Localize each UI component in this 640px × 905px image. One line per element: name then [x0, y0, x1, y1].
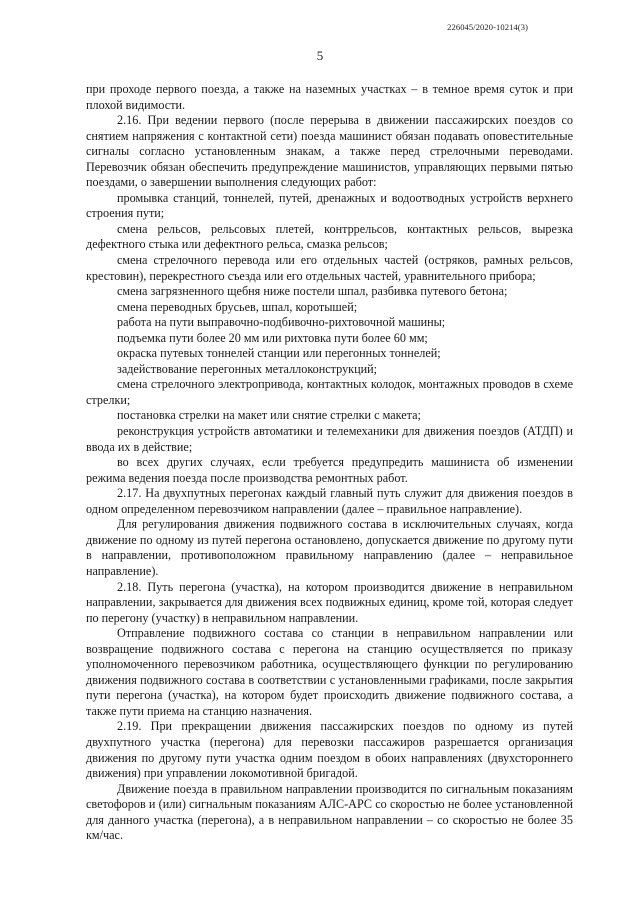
paragraph-2-16: 2.16. При ведении первого (после перерыва в движении пассажирских поездов со снятием напряжения с контактной сети) поезда машинист обязан подавать оповестительные сигналы согласно установленным знакам, а также перед стрелочными переводами. Перевозчик обязан обеспечить предупреждение машинистов, управляющих первыми пятью поездами, о завершении выполнения следующих работ: — [86, 113, 573, 190]
paragraph-continuation: при проходе первого поезда, а также на наземных участках – в темное время суток и при плохой видимости. — [86, 82, 573, 112]
list-item: постановка стрелки на макет или снятие стрелки с макета; — [117, 408, 421, 423]
page-number: 5 — [316, 48, 324, 63]
paragraph-2-17: 2.17. На двухпутных перегонах каждый главный путь служит для движения поездов в одном определенном перевозчиком направлении (далее – правильное направление). — [86, 486, 573, 516]
paragraph: Отправление подвижного состава со станции в неправильном направлении или возвращение подвижного состава с перегона на станцию осуществляется по приказу уполномоченного перевозчиком работника, осуществляющего функции по регулированию движения подвижного состава в соответствии с установленными графиками, после закрытия пути перегона (участка), на котором будет происходить движение подвижного состава, а также пути приема на станцию назначения. — [86, 626, 573, 718]
list-item: во всех других случаях, если требуется предупредить машиниста об изменении режима ведения поезда после производства ремонтных работ. — [86, 455, 573, 485]
list-item: смена загрязненного щебня ниже постели шпал, разбивка путевого бетона; — [117, 284, 508, 299]
list-item: подъемка пути более 20 мм или рихтовка пути более 60 мм; — [117, 330, 428, 345]
list-item: реконструкция устройств автоматики и телемеханики для движения поездов (АТДП) и ввода их в действие; — [86, 424, 573, 454]
list-item: задействование перегонных металлоконструкций; — [117, 361, 378, 376]
list-item: смена стрелочного перевода или его отдельных частей (остряков, рамных рельсов, крестовин), перекрестного съезда или его отдельных частей, уравнительного прибора; — [86, 253, 573, 283]
list-item: промывка станций, тоннелей, путей, дренажных и водоотводных устройств верхнего строения пути; — [86, 190, 573, 221]
list-item: окраска путевых тоннелей станции или перегонных тоннелей; — [117, 346, 441, 361]
list-item: смена стрелочного электропривода, контактных колодок, монтажных проводов в схеме стрелки; — [86, 377, 573, 407]
document-body — [86, 82, 573, 844]
list-item: смена рельсов, рельсовых плетей, контррельсов, контактных рельсов, вырезка дефектного стыка или дефектного рельса, смазка рельсов; — [86, 221, 573, 252]
paragraph-2-18: 2.18. Путь перегона (участка), на котором производится движение в неправильном направлении, закрывается для движения всех подвижных единиц, кроме той, которая следует по перегону (участку) в неправильном направлении. — [86, 579, 573, 625]
paragraph-2-19: 2.19. При прекращении движения пассажирских поездов по одному из путей двухпутного участка (перегона) для перевозки пассажиров разрешается организация движения по другому пути участка одним поездом в обоих направлениях (двухстороннего движения) при управлении локомотивной бригадой. — [86, 719, 573, 781]
list-item: смена переводных брусьев, шпал, коротышей; — [117, 299, 358, 314]
paragraph: Для регулирования движения подвижного состава в исключительных случаях, когда движение по одному из путей перегона остановлено, допускается движение по другому пути в направлении, противоположном правильному направлению (далее – неправильное направление). — [86, 517, 573, 578]
paragraph: Движение поезда в правильном направлении производится по сигнальным показаниям светофоров и (или) сигнальным показаниям АЛС-АРС со скоростью не более установленной для данного участка (перегона), а в неправильном направлении – со скоростью не более 35 км/час. — [86, 781, 573, 843]
document-id: 226045/2020-10214(3) — [447, 22, 528, 32]
list-item: работа на пути выправочно-подбивочно-рихтовочной машины; — [117, 315, 446, 330]
